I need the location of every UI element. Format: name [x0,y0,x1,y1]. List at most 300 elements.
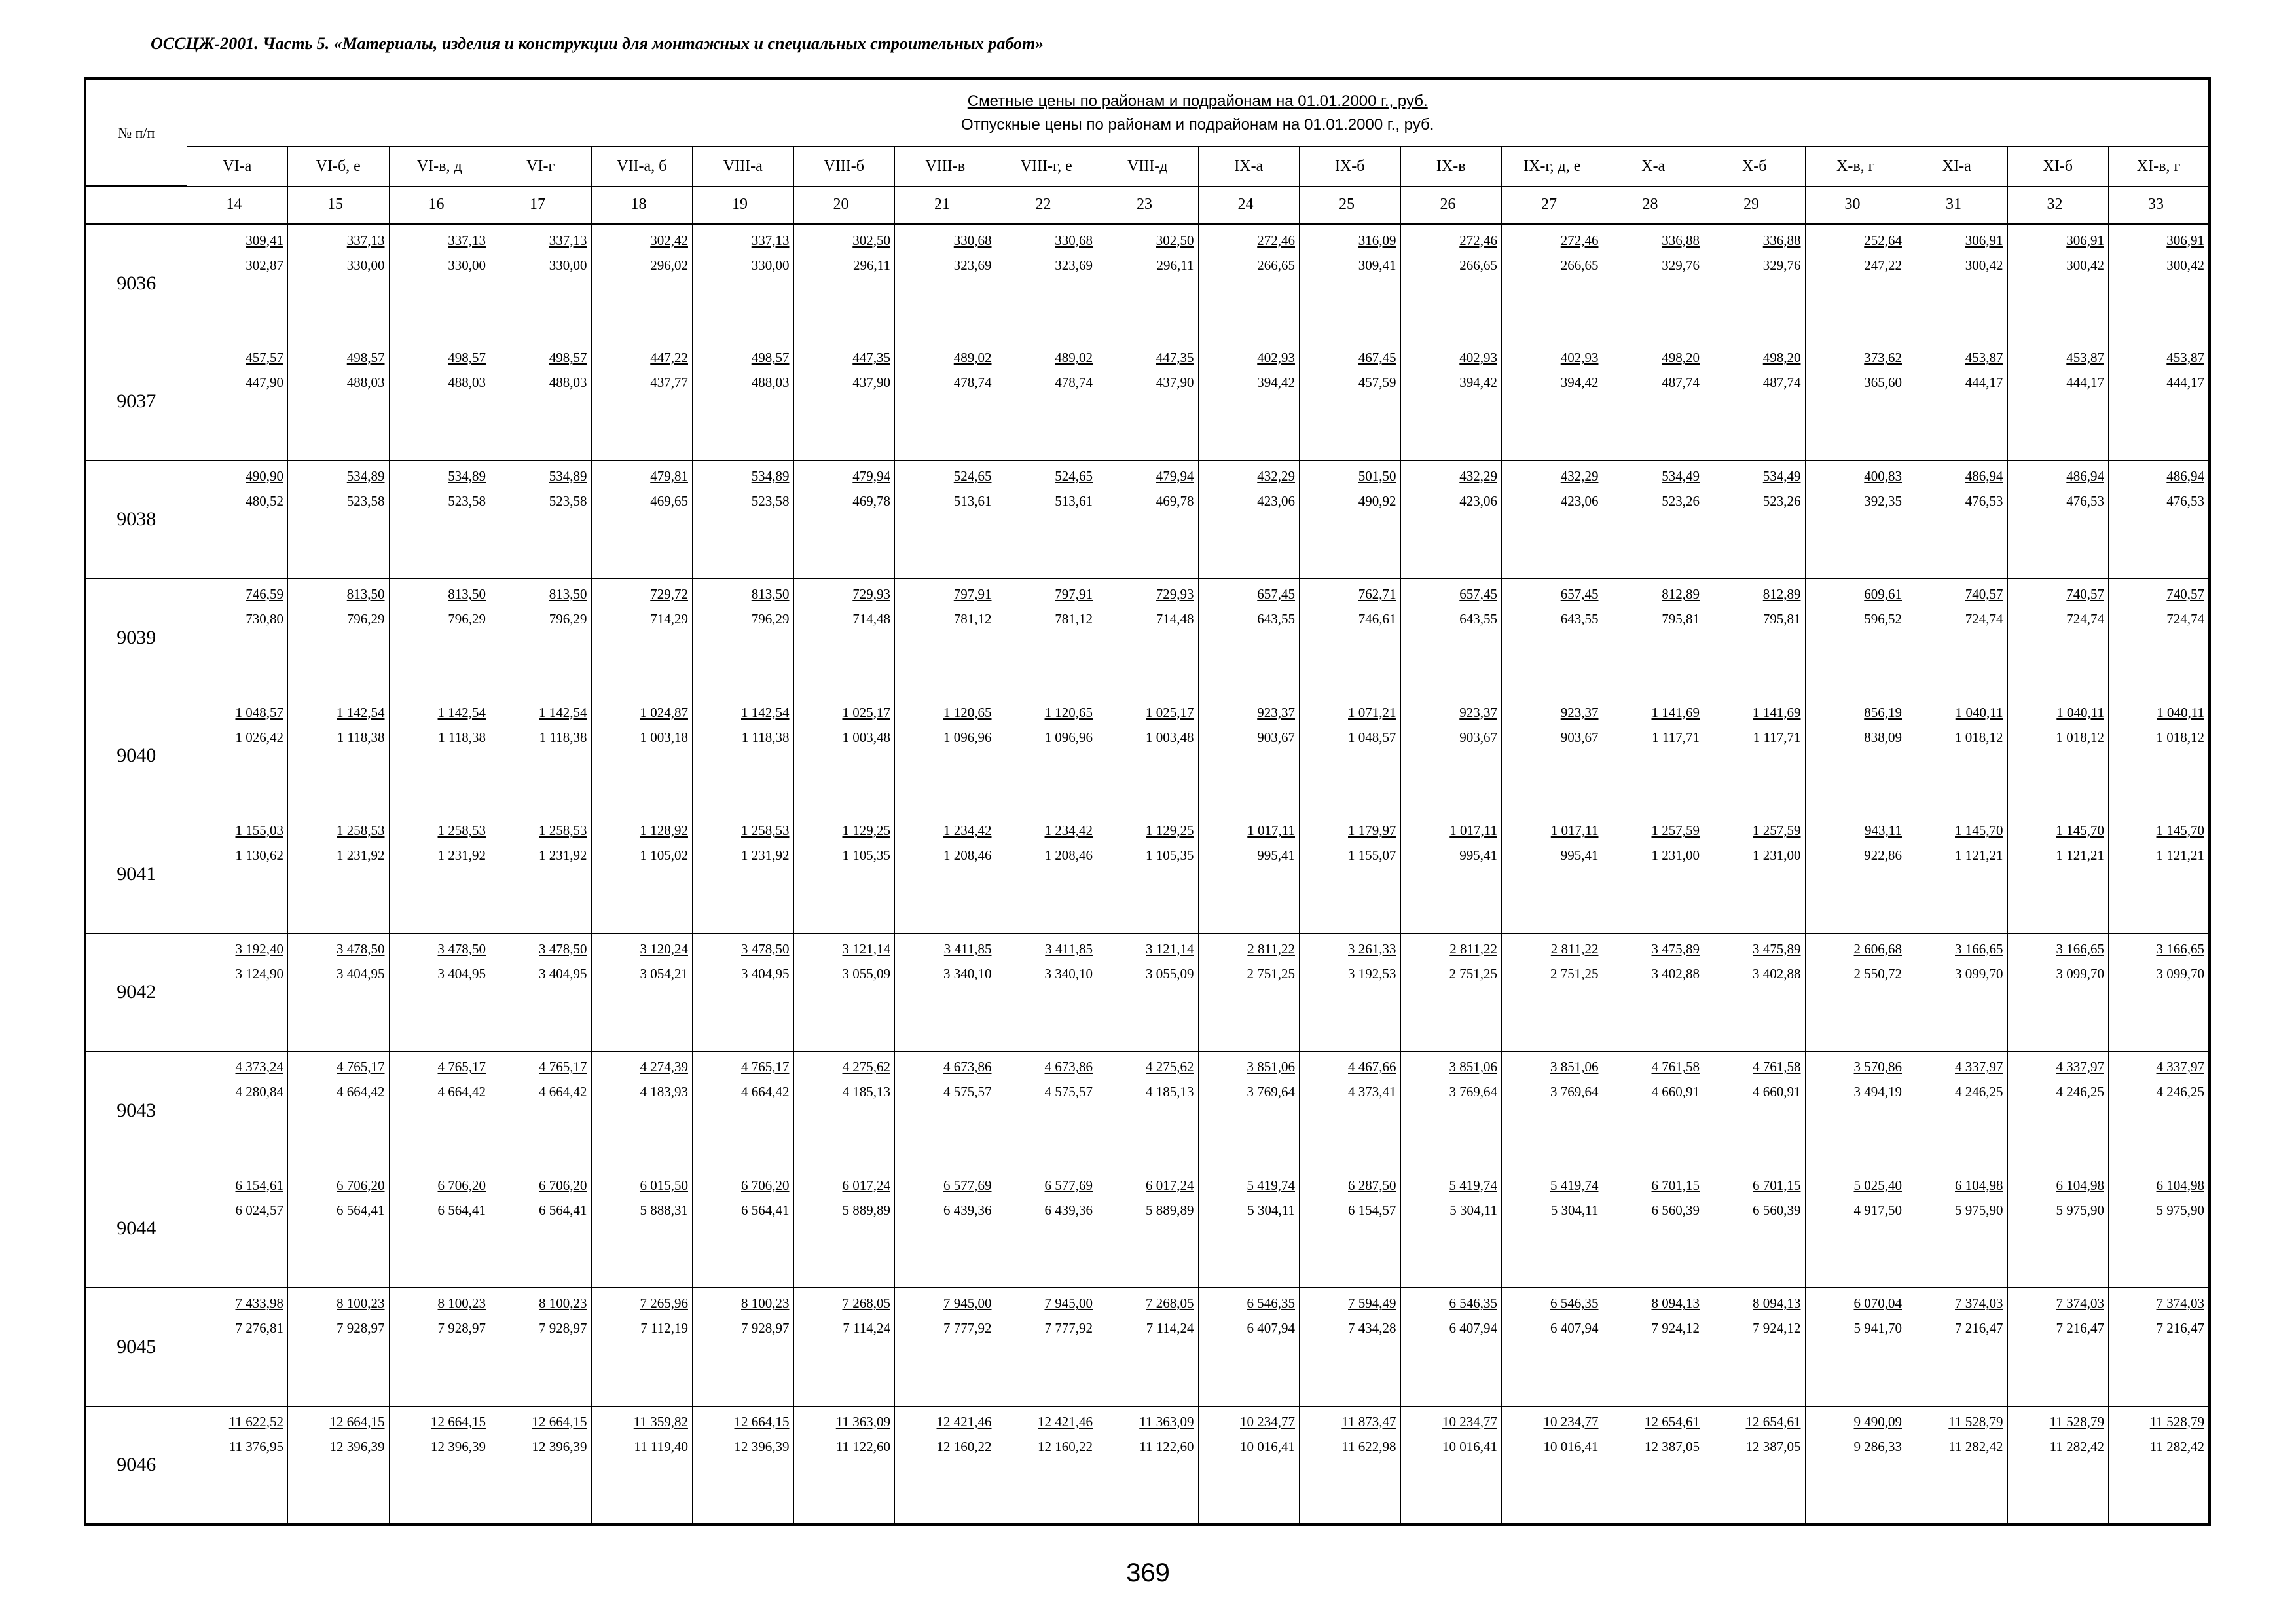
smeta-price: 6 017,24 [1146,1177,1194,1193]
otpusk-price: 4 660,91 [1651,1084,1700,1099]
price-cell [1603,579,1704,697]
price-cell [1400,933,1502,1052]
price-cell [996,1288,1097,1407]
price-cell [693,224,794,342]
price-cell [389,933,490,1052]
otpusk-price: 12 387,05 [1645,1438,1700,1454]
otpusk-price: 6 560,39 [1651,1202,1700,1218]
otpusk-price: 1 155,07 [1348,847,1396,863]
num-column-header: № п/п [85,79,187,186]
smeta-price: 1 142,54 [337,704,385,720]
price-cell [1097,1288,1199,1407]
smeta-price: 3 411,85 [943,940,992,957]
price-cell [591,579,693,697]
otpusk-price: 329,76 [1762,257,1801,273]
price-cell [1502,1406,1603,1524]
smeta-price: 1 257,59 [1753,822,1801,838]
price-cell [1300,933,1401,1052]
smeta-price: 7 945,00 [1044,1295,1093,1311]
otpusk-price: 903,67 [1459,729,1497,745]
otpusk-price: 323,69 [1055,257,1093,273]
district-header: VI-г [490,147,592,186]
title-smeta-line: Сметные цены по районам и подрайонам на 01.01.2000 г., руб. [967,92,1428,110]
smeta-price: 306,91 [2166,232,2204,248]
smeta-price: 302,50 [852,232,890,248]
otpusk-price: 2 751,25 [1550,965,1599,982]
table-row [85,1170,2210,1288]
price-cell [490,579,592,697]
smeta-price: 447,35 [852,350,890,365]
otpusk-price: 6 564,41 [741,1202,790,1218]
otpusk-price: 2 751,25 [1247,965,1295,982]
price-cell [1906,342,2008,461]
price-cell [1400,697,1502,815]
price-cell [1198,815,1300,934]
smeta-price: 272,46 [1560,232,1599,248]
price-cell [1198,697,1300,815]
smeta-price: 3 166,65 [2156,940,2204,957]
otpusk-price: 5 889,89 [1146,1202,1194,1218]
price-cell [1906,1052,2008,1170]
price-cell [996,342,1097,461]
smeta-price: 6 706,20 [539,1177,587,1193]
table-row [85,1288,2210,1407]
otpusk-price: 7 114,24 [843,1320,890,1336]
otpusk-price: 330,00 [751,257,790,273]
otpusk-price: 6 564,41 [539,1202,587,1218]
smeta-price: 7 374,03 [2056,1295,2104,1311]
otpusk-price: 1 231,00 [1651,847,1700,863]
otpusk-price: 12 396,39 [532,1438,587,1454]
smeta-price: 5 025,40 [1853,1177,1902,1193]
otpusk-price: 329,76 [1662,257,1700,273]
smeta-price: 740,57 [2066,586,2104,602]
otpusk-price: 1 018,12 [1955,729,2003,745]
otpusk-price: 10 016,41 [1442,1438,1497,1454]
otpusk-price: 1 118,38 [438,729,486,745]
smeta-price: 12 664,15 [329,1413,385,1430]
otpusk-price: 4 664,42 [337,1084,385,1099]
otpusk-price: 3 404,95 [437,965,486,982]
price-cell [793,224,895,342]
otpusk-price: 5 975,90 [2056,1202,2104,1218]
price-cell [1502,224,1603,342]
smeta-price: 489,02 [1055,350,1093,365]
otpusk-price: 1 105,35 [842,847,890,863]
smeta-price: 11 359,82 [633,1413,688,1430]
price-cell [1704,1170,1806,1288]
otpusk-price: 266,65 [1257,257,1295,273]
smeta-price: 3 570,86 [1853,1059,1902,1075]
smeta-price: 1 258,53 [437,822,486,838]
smeta-price: 1 155,03 [235,822,283,838]
price-cell [389,1406,490,1524]
otpusk-price: 995,41 [1257,847,1295,863]
price-cell [1502,460,1603,579]
smeta-price: 306,91 [2066,232,2104,248]
price-cell [490,933,592,1052]
otpusk-price: 1 208,46 [1044,847,1093,863]
price-cell [490,1288,592,1407]
price-cell [490,815,592,934]
smeta-price: 4 761,58 [1651,1059,1700,1075]
otpusk-price: 2 550,72 [1853,965,1902,982]
price-cell [288,1406,390,1524]
otpusk-price: 1 018,12 [2056,729,2104,745]
otpusk-price: 457,59 [1358,375,1396,390]
otpusk-price: 3 340,10 [943,965,992,982]
smeta-price: 657,45 [1459,586,1497,602]
smeta-price: 1 129,25 [1146,822,1194,838]
otpusk-price: 437,90 [1156,375,1194,390]
price-cell [1906,697,2008,815]
price-cell [490,460,592,579]
price-cell [187,815,288,934]
smeta-price: 432,29 [1560,468,1599,484]
otpusk-price: 6 407,94 [1550,1320,1599,1336]
price-cell [591,697,693,815]
price-cell [1198,460,1300,579]
column-number: 30 [1805,186,1906,224]
otpusk-price: 4 575,57 [1044,1084,1093,1099]
district-header: XI-а [1906,147,2008,186]
smeta-price: 3 121,14 [1146,940,1194,957]
otpusk-price: 12 396,39 [329,1438,385,1454]
smeta-price: 12 664,15 [431,1413,486,1430]
price-cell [1198,1406,1300,1524]
otpusk-price: 11 376,95 [228,1438,283,1454]
otpusk-price: 5 975,90 [1955,1202,2003,1218]
column-number: 17 [490,186,592,224]
smeta-price: 337,13 [448,232,486,248]
smeta-price: 402,93 [1257,350,1295,365]
price-cell [187,933,288,1052]
price-cell [793,815,895,934]
price-cell [490,1406,592,1524]
price-cell [187,342,288,461]
price-cell [1300,1288,1401,1407]
otpusk-price: 11 282,42 [2149,1438,2204,1454]
price-cell [1300,1170,1401,1288]
smeta-price: 501,50 [1358,468,1396,484]
otpusk-price: 266,65 [1560,257,1599,273]
table-row [85,1052,2210,1170]
otpusk-price: 296,11 [853,257,890,273]
price-cell [996,1170,1097,1288]
smeta-price: 3 475,89 [1651,940,1700,957]
smeta-price: 534,89 [549,468,587,484]
price-cell [187,579,288,697]
otpusk-price: 1 231,92 [741,847,790,863]
table-row [85,815,2210,934]
smeta-price: 337,13 [346,232,385,248]
otpusk-price: 1 048,57 [1348,729,1396,745]
smeta-price: 4 765,17 [337,1059,385,1075]
smeta-price: 306,91 [1965,232,2003,248]
smeta-price: 6 546,35 [1449,1295,1497,1311]
otpusk-price: 330,00 [346,257,385,273]
otpusk-price: 995,41 [1560,847,1599,863]
otpusk-price: 10 016,41 [1240,1438,1295,1454]
smeta-price: 7 594,49 [1348,1295,1396,1311]
smeta-price: 6 017,24 [842,1177,890,1193]
smeta-price: 740,57 [1965,586,2003,602]
otpusk-price: 724,74 [2066,611,2104,627]
smeta-price: 813,50 [549,586,587,602]
price-cell [996,224,1097,342]
price-cell [389,815,490,934]
price-cell [591,342,693,461]
district-header: IX-а [1198,147,1300,186]
column-number: 28 [1603,186,1704,224]
smeta-price: 813,50 [751,586,790,602]
price-cell [591,1170,693,1288]
price-cell [2007,1288,2109,1407]
smeta-price: 11 528,79 [2049,1413,2104,1430]
smeta-price: 4 274,39 [640,1059,688,1075]
price-cell [2109,342,2210,461]
price-cell [1805,224,1906,342]
otpusk-price: 796,29 [549,611,587,627]
otpusk-price: 6 439,36 [1044,1202,1093,1218]
smeta-price: 1 141,69 [1753,704,1801,720]
otpusk-price: 12 160,22 [1038,1438,1093,1454]
smeta-price: 10 234,77 [1543,1413,1599,1430]
otpusk-price: 11 122,60 [835,1438,890,1454]
smeta-price: 498,57 [549,350,587,365]
price-cell [2109,1052,2210,1170]
price-cell [1805,1052,1906,1170]
price-cell [1300,342,1401,461]
otpusk-price: 330,00 [549,257,587,273]
price-cell [1906,933,2008,1052]
document-header: ОССЦЖ-2001. Часть 5. «Материалы, изделия и конструкции для монтажных и специальных строительных работ» [151,34,1044,53]
price-cell [591,815,693,934]
otpusk-price: 3 340,10 [1044,965,1093,982]
otpusk-price: 523,26 [1762,492,1801,509]
otpusk-price: 6 024,57 [235,1202,283,1218]
price-cell [1502,933,1603,1052]
price-cell [389,342,490,461]
district-header: X-б [1704,147,1806,186]
smeta-price: 11 622,52 [228,1413,283,1430]
otpusk-price: 11 282,42 [2049,1438,2104,1454]
otpusk-price: 838,09 [1864,729,1902,745]
price-cell [1805,1288,1906,1407]
smeta-price: 479,94 [852,468,890,484]
otpusk-price: 746,61 [1358,611,1396,627]
otpusk-price: 11 282,42 [1948,1438,2003,1454]
item-code: 9043 [85,1052,187,1170]
price-cell [895,1052,996,1170]
price-cell [187,697,288,815]
smeta-price: 12 664,15 [532,1413,587,1430]
otpusk-price: 12 396,39 [431,1438,486,1454]
price-cell [187,1406,288,1524]
otpusk-price: 4 185,13 [842,1084,890,1099]
otpusk-price: 4 917,50 [1853,1202,1902,1218]
smeta-price: 4 765,17 [539,1059,587,1075]
otpusk-price: 903,67 [1257,729,1295,745]
smeta-price: 813,50 [346,586,385,602]
price-cell [490,224,592,342]
otpusk-price: 714,48 [1156,611,1194,627]
otpusk-price: 1 231,92 [337,847,385,863]
price-cell [591,224,693,342]
otpusk-price: 523,58 [448,492,486,509]
price-cell [1400,460,1502,579]
smeta-price: 2 606,68 [1853,940,1902,957]
smeta-price: 4 765,17 [741,1059,790,1075]
smeta-price: 1 145,70 [2156,822,2204,838]
price-cell [1400,1288,1502,1407]
price-cell [288,224,390,342]
price-cell [187,1288,288,1407]
price-cell [389,224,490,342]
smeta-price: 534,89 [448,468,486,484]
price-cell [1198,1052,1300,1170]
otpusk-price: 488,03 [549,375,587,390]
price-cell [693,342,794,461]
price-cell [895,1170,996,1288]
smeta-price: 3 851,06 [1247,1059,1295,1075]
item-code: 9036 [85,224,187,342]
district-header: VIII-б [793,147,895,186]
district-header: VIII-г, е [996,147,1097,186]
column-number: 24 [1198,186,1300,224]
otpusk-price: 7 216,47 [1955,1320,2003,1336]
otpusk-price: 1 117,71 [1753,729,1801,745]
otpusk-price: 12 160,22 [936,1438,992,1454]
otpusk-price: 796,29 [751,611,790,627]
column-number: 27 [1502,186,1603,224]
price-cell [2007,697,2109,815]
otpusk-price: 596,52 [1864,611,1902,627]
otpusk-price: 7 777,92 [943,1320,992,1336]
smeta-price: 11 363,09 [835,1413,890,1430]
otpusk-price: 444,17 [1965,375,2003,390]
price-cell [288,579,390,697]
otpusk-price: 7 928,97 [539,1320,587,1336]
district-header: XI-в, г [2109,147,2210,186]
otpusk-price: 469,78 [1156,492,1194,509]
otpusk-price: 4 664,42 [539,1084,587,1099]
price-cell [1400,224,1502,342]
smeta-price: 3 478,50 [741,940,790,957]
smeta-price: 3 261,33 [1348,940,1396,957]
smeta-price: 1 142,54 [741,704,790,720]
price-cell [2007,342,2109,461]
smeta-price: 12 654,61 [1645,1413,1700,1430]
smeta-price: 12 421,46 [936,1413,992,1430]
smeta-price: 3 478,50 [539,940,587,957]
price-cell [693,460,794,579]
otpusk-price: 296,11 [1156,257,1194,273]
table-row [85,697,2210,815]
price-cell [591,1406,693,1524]
price-cell [1300,1052,1401,1170]
price-cell [2109,933,2210,1052]
otpusk-price: 1 121,21 [2156,847,2204,863]
item-code: 9040 [85,697,187,815]
otpusk-price: 1 118,38 [539,729,587,745]
price-cell [895,579,996,697]
price-cell [1805,933,1906,1052]
price-cell [1704,1406,1806,1524]
price-cell [2109,460,2210,579]
price-cell [288,1288,390,1407]
price-cell [490,1170,592,1288]
otpusk-price: 7 276,81 [235,1320,283,1336]
price-cell [389,579,490,697]
price-cell [1603,342,1704,461]
otpusk-price: 476,53 [2166,492,2204,509]
price-cell [1097,460,1199,579]
column-number: 32 [2007,186,2109,224]
otpusk-price: 7 777,92 [1044,1320,1093,1336]
price-cell [1097,1406,1199,1524]
price-cell [2007,1170,2109,1288]
smeta-price: 729,93 [852,586,890,602]
smeta-price: 8 094,13 [1753,1295,1801,1311]
price-cell [793,1170,895,1288]
otpusk-price: 11 122,60 [1139,1438,1194,1454]
price-cell [288,342,390,461]
smeta-price: 657,45 [1560,586,1599,602]
smeta-price: 4 275,62 [842,1059,890,1075]
price-cell [187,1170,288,1288]
price-cell [1805,1406,1906,1524]
otpusk-price: 392,35 [1864,492,1902,509]
smeta-price: 402,93 [1459,350,1497,365]
table-row [85,224,2210,342]
otpusk-price: 3 099,70 [1955,965,2003,982]
item-code: 9037 [85,342,187,461]
otpusk-price: 1 231,00 [1753,847,1801,863]
smeta-price: 10 234,77 [1442,1413,1497,1430]
price-cell [2109,224,2210,342]
otpusk-price: 12 396,39 [734,1438,790,1454]
otpusk-price: 488,03 [346,375,385,390]
otpusk-price: 1 003,48 [1146,729,1194,745]
smeta-price: 6 070,04 [1853,1295,1902,1311]
district-header: VI-а [187,147,288,186]
smeta-price: 3 166,65 [2056,940,2104,957]
otpusk-price: 5 888,31 [640,1202,688,1218]
title-otpusk-line: Отпускные цены по районам и подрайонам на 01.01.2000 г., руб. [961,115,1434,134]
price-cell [1704,697,1806,815]
price-cell [1400,1406,1502,1524]
otpusk-price: 6 564,41 [337,1202,385,1218]
price-cell [1198,1288,1300,1407]
otpusk-price: 3 055,09 [1146,965,1194,982]
price-cell [288,460,390,579]
smeta-price: 330,68 [1055,232,1093,248]
price-cell [288,1170,390,1288]
smeta-price: 12 421,46 [1038,1413,1093,1430]
smeta-price: 6 287,50 [1348,1177,1396,1193]
smeta-price: 4 467,66 [1348,1059,1396,1075]
otpusk-price: 2 751,25 [1449,965,1497,982]
price-cell [1704,224,1806,342]
otpusk-price: 523,58 [751,492,790,509]
otpusk-price: 1 003,18 [640,729,688,745]
otpusk-price: 1 118,38 [741,729,790,745]
price-cell [187,224,288,342]
price-cell [693,1170,794,1288]
otpusk-price: 437,90 [852,375,890,390]
otpusk-price: 11 119,40 [634,1438,688,1454]
